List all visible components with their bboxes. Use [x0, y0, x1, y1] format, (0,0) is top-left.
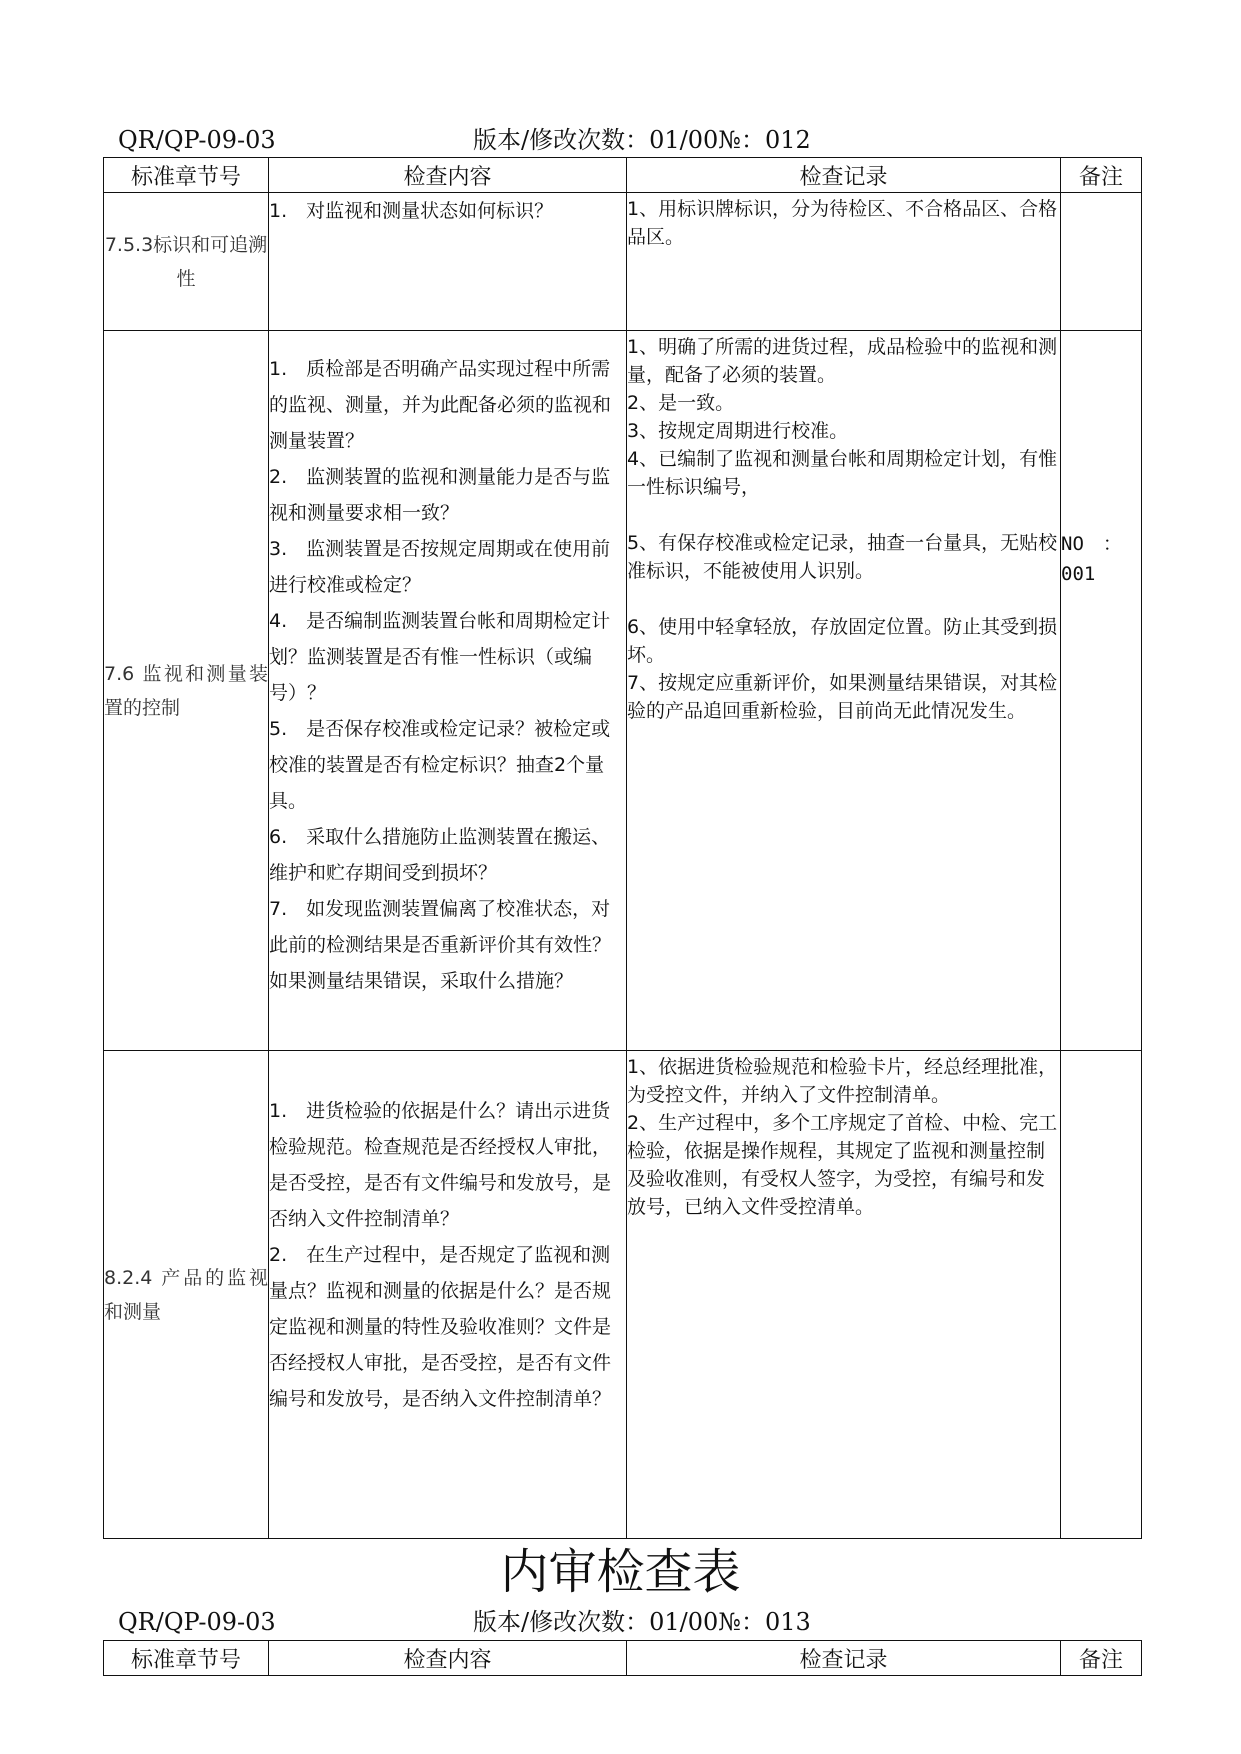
form-code: QR/QP-09-03 [118, 126, 276, 154]
checklist-table [103, 157, 1142, 1539]
page-title: 内审检查表 [500, 1544, 741, 1600]
column-header: 检查内容 [269, 1641, 627, 1676]
question-item: 2. 在生产过程中，是否规定了监视和测量点？监视和测量的依据是什么？是否规定监视和测量的特性及验收准则？文件是否经授权人审批，是否受控，是否有文件编号和发放号，是否纳入文件控制清单？ [269, 1244, 612, 1410]
record-item: 4、已编制了监视和测量台帐和周期检定计划，有惟一性标识编号， [627, 448, 1058, 498]
question-item: 5. 是否保存校准或检定记录？被检定或校准的装置是否有检定标识？抽查2个量具。 [269, 718, 611, 812]
record-item: 2、生产过程中，多个工序规定了首检、中检、完工检验，依据是操作规程，其规定了监视和测量控制及验收准则，有受权人签字，为受控，有编号和发放号，已纳入文件受控清单。 [627, 1112, 1058, 1218]
document-header [118, 124, 878, 156]
record-item: 3、按规定周期进行校准。 [627, 420, 849, 442]
column-header: 检查记录 [627, 158, 1061, 193]
record-item: 5、有保存校准或检定记录，抽查一台量具，无贴校准标识，不能被使用人识别。 [627, 532, 1058, 582]
column-header: 检查内容 [269, 158, 627, 193]
record-item: 1、明确了所需的进货过程，成品检验中的监视和测量，配备了必须的装置。 [627, 336, 1058, 386]
checklist-table [103, 1640, 1142, 1676]
question-item: 7. 如发现监测装置偏离了校准状态，对此前的检测结果是否重新评价其有效性？如果测量结果错误，采取什么措施？ [269, 898, 612, 992]
record-item: 7、按规定应重新评价，如果测量结果错误，对其检验的产品追回重新检验，目前尚无此情况发生。 [627, 672, 1058, 722]
table-header-row [104, 1641, 1142, 1676]
check-record [627, 1051, 1061, 1539]
question-item: 6. 采取什么措施防止监测装置在搬运、维护和贮存期间受到损坏？ [269, 826, 611, 884]
check-record [627, 193, 1061, 331]
table-row [104, 1051, 1142, 1539]
column-header: 备注 [1061, 1641, 1142, 1676]
record-item: 1、依据进货检验规范和检验卡片，经总经理批准，为受控文件，并纳入了文件控制清单。 [627, 1056, 1058, 1106]
question-item: 1. 对监视和测量状态如何标识？ [269, 200, 554, 222]
column-header: 备注 [1061, 158, 1142, 193]
section-number: 7.6 监视和测量装置的控制 [104, 331, 269, 1051]
document-header [118, 1606, 878, 1638]
section-number: 8.2.4 产品的监视和测量 [104, 1051, 269, 1539]
record-item: 2、是一致。 [627, 392, 735, 414]
table-row [104, 331, 1142, 1051]
question-item: 3. 监测装置是否按规定周期或在使用前进行校准或检定？ [269, 538, 611, 596]
check-content [269, 193, 627, 331]
check-content [269, 331, 627, 1051]
form-code: QR/QP-09-03 [118, 1608, 276, 1636]
record-item: 1、用标识牌标识，分为待检区、不合格品区、合格品区。 [627, 198, 1058, 248]
check-record [627, 331, 1061, 1051]
remark: NO ： 001 [1061, 331, 1142, 1051]
column-header: 标准章节号 [104, 158, 269, 193]
column-header: 标准章节号 [104, 1641, 269, 1676]
remark [1061, 193, 1142, 331]
section-number: 7.5.3标识和可追溯性 [104, 193, 269, 331]
question-item: 1. 质检部是否明确产品实现过程中所需的监视、测量，并为此配备必须的监视和测量装置？ [269, 358, 612, 452]
table-row [104, 193, 1142, 331]
question-item: 4. 是否编制监测装置台帐和周期检定计划？监测装置是否有惟一性标识（或编号）？ [269, 610, 611, 704]
question-item: 2. 监测装置的监视和测量能力是否与监视和测量要求相一致？ [269, 466, 611, 524]
column-header: 检查记录 [627, 1641, 1061, 1676]
remark [1061, 1051, 1142, 1539]
version-number: 版本/修改次数：01/00№：013 [473, 1608, 811, 1636]
version-number: 版本/修改次数：01/00№：012 [473, 126, 811, 154]
table-header-row [104, 158, 1142, 193]
check-content [269, 1051, 627, 1539]
question-item: 1. 进货检验的依据是什么？请出示进货检验规范。检查规范是否经授权人审批，是否受控，是否有文件编号和发放号，是否纳入文件控制清单？ [269, 1100, 612, 1230]
record-item: 6、使用中轻拿轻放，存放固定位置。防止其受到损坏。 [627, 616, 1058, 666]
